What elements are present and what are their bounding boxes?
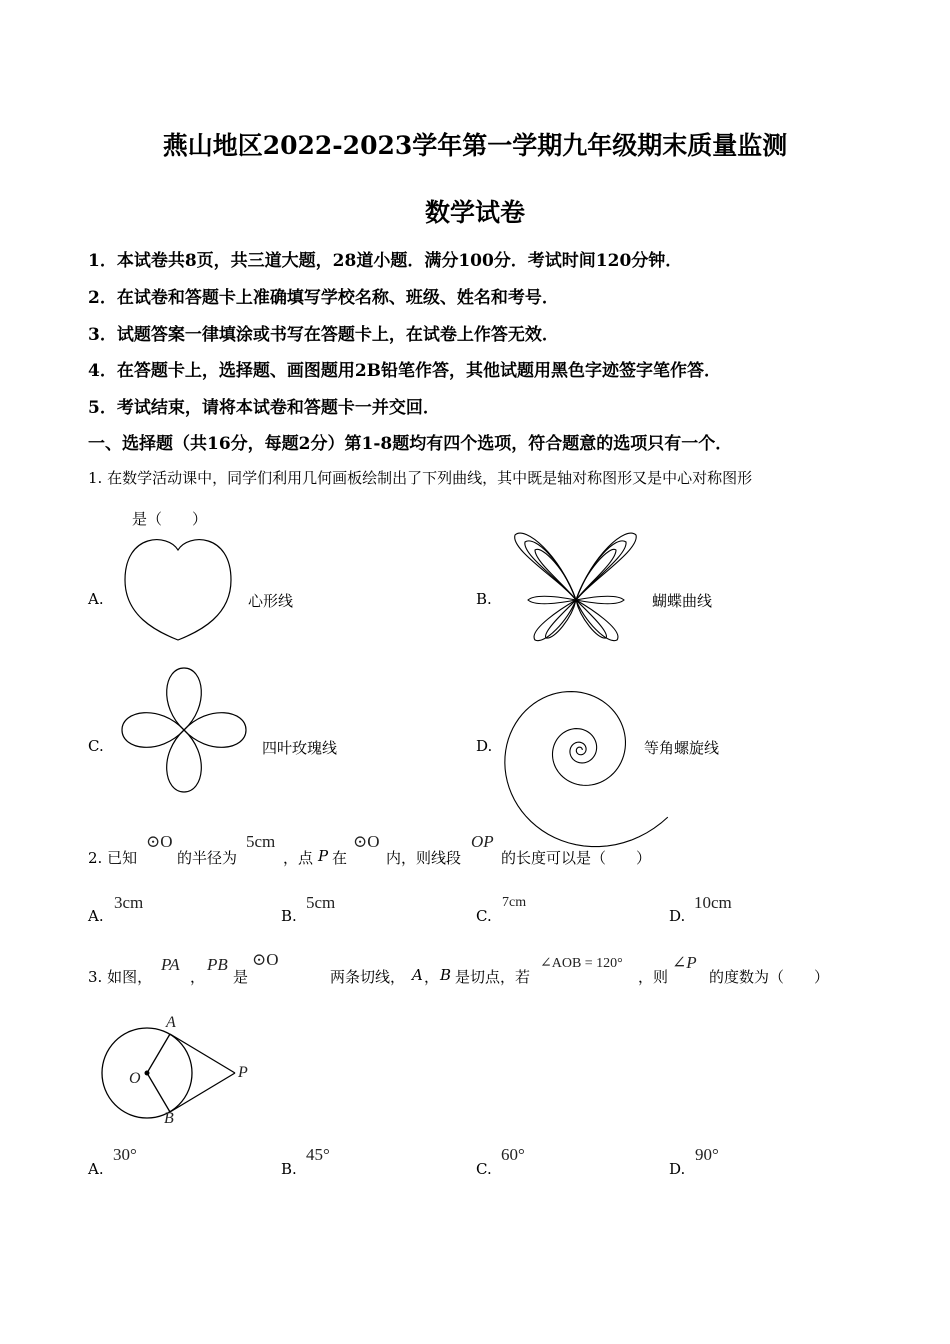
q2-point-p: P [318,847,329,865]
q3-text-6: 是切点，若 [455,968,531,986]
center-dot [145,1071,150,1076]
q2-text-1: 2. 已知 [88,849,138,867]
q2-option-a-letter: A. [88,907,104,925]
q1-option-a-letter: A. [88,590,104,608]
q3-tangent-pb: PB [207,955,228,974]
q1-option-d-caption: 等角螺旋线 [644,739,720,757]
figure-label-a: A [166,1014,176,1031]
q1-option-b-letter: B. [476,590,492,608]
instruction-2: 2．在试卷和答题卡上准确填写学校名称、班级、姓名和考号． [88,288,559,308]
q3-option-d-value: 90° [695,1145,719,1164]
equiangular-spiral-figure [508,668,638,798]
q3-point-a: A [412,966,423,984]
q3-text-1: 3. 如图， [88,968,153,986]
q2-text-2: 的半径为 [177,849,238,867]
q3-text-7: ，则 [638,968,669,986]
q3-option-a-letter: A. [88,1160,104,1178]
q1-option-d-letter: D. [476,737,493,755]
figure-label-p: P [238,1064,248,1081]
instruction-1: 1．本试卷共8页，共三道大题，28道小题．满分100分．考试时间120分钟． [88,251,683,271]
q2-circle-o: ⊙O [146,832,173,851]
q3-text-5: ， [424,968,440,986]
tangent-pa [170,1034,235,1073]
instruction-3: 3．试题答案一律填涂或书写在答题卡上，在试卷上作答无效． [88,325,559,345]
q2-option-b-letter: B. [281,907,297,925]
q1-stem-cont: 是（ ） [132,510,208,528]
q2-option-b-value: 5cm [306,893,336,912]
figure-label-o: O [129,1070,141,1087]
q2-option-c-value: 7cm [502,895,527,910]
q3-option-a-value: 30° [113,1145,137,1164]
q2-segment-op: OP [471,832,494,851]
q1-stem: 1. 在数学活动课中，同学们利用几何画板绘制出了下列曲线，其中既是轴对称图形又是中心对称图形 [88,469,753,487]
exam-subtitle: 数学试卷 [424,198,525,227]
q3-text-4: 两条切线， [330,968,406,986]
q2-option-d-letter: D. [669,907,686,925]
q3-option-b-value: 45° [306,1145,330,1164]
q2-text-4: 在 [332,849,348,867]
butterfly-figure [510,530,645,645]
q1-option-c-caption: 四叶玫瑰线 [262,739,338,757]
radius-oa [147,1034,170,1073]
q2-text-3: ，点 [283,849,314,867]
q3-option-c-value: 60° [501,1145,525,1164]
q3-option-b-letter: B. [281,1160,297,1178]
q2-option-c-letter: C. [476,907,492,925]
cardioid-figure [120,535,240,645]
q2-circle-o-2: ⊙O [353,832,380,851]
tangent-circle-figure [95,1010,260,1130]
q1-option-c-letter: C. [88,737,104,755]
radius-ob [147,1073,170,1112]
q3-text-2: ， [190,968,206,986]
q1-option-a-caption: 心形线 [248,592,294,610]
exam-title: 燕山地区2022-2023学年第一学期九年级期末质量监测 [162,131,788,160]
four-leaf-rose-figure [120,668,255,798]
q2-text-5: 内，则线段 [386,849,462,867]
q3-point-b: B [440,966,452,984]
q2-option-a-value: 3cm [114,893,144,912]
q1-option-b-caption: 蝴蝶曲线 [652,592,713,610]
q3-option-d-letter: D. [669,1160,686,1178]
q2-option-d-value: 10cm [694,893,732,912]
figure-label-b: B [164,1110,174,1127]
q3-angle-p: ∠P [672,953,697,972]
q2-text-6: 的长度可以是（ ） [501,849,652,867]
section-heading: 一、选择题（共16分，每题2分）第1-8题均有四个选项，符合题意的选项只有一个． [88,434,733,454]
q3-circle-o: ⊙O [252,950,279,969]
instruction-4: 4．在答题卡上，选择题、画图题用2B铅笔作答，其他试题用黑色字迹签字笔作答． [88,361,722,381]
q3-angle-aob: ∠AOB = 120° [540,956,623,971]
q3-text-8: 的度数为（ ） [709,968,830,986]
q3-text-3: 是 [233,968,249,986]
q3-tangent-pa: PA [161,955,180,974]
tangent-pb [170,1073,235,1112]
q2-radius: 5cm [246,832,276,851]
q3-option-c-letter: C. [476,1160,492,1178]
instruction-5: 5．考试结束，请将本试卷和答题卡一并交回． [88,398,440,418]
